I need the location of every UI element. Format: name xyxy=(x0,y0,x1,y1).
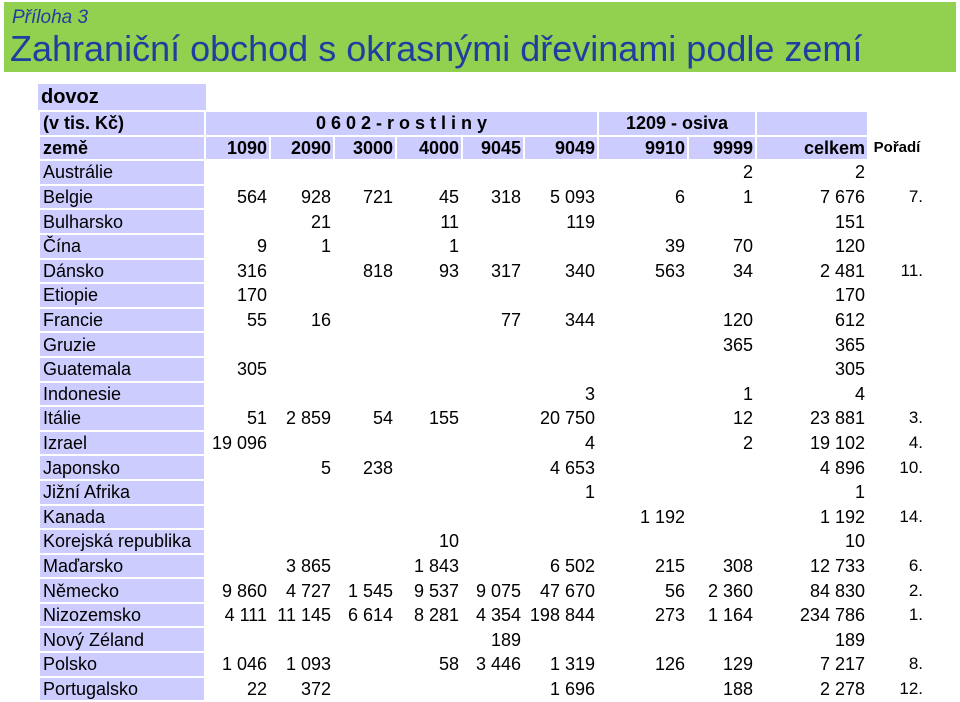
table-row xyxy=(40,383,925,406)
value-cell: 2 xyxy=(689,161,755,184)
value-cell xyxy=(335,506,395,529)
value-cell xyxy=(335,383,395,406)
value-cell xyxy=(463,432,523,455)
country-name: Nizozemsko xyxy=(40,604,204,627)
total-cell: 84 830 xyxy=(757,579,867,602)
total-cell: 12 733 xyxy=(757,555,867,578)
rank-cell xyxy=(869,530,925,553)
value-cell xyxy=(689,210,755,233)
value-cell: 12 xyxy=(689,407,755,430)
value-cell: 372 xyxy=(271,678,333,701)
section-label: dovoz xyxy=(38,84,206,110)
total-cell: 4 xyxy=(757,383,867,406)
value-cell: 215 xyxy=(599,555,687,578)
value-cell: 6 614 xyxy=(335,604,395,627)
value-cell xyxy=(271,284,333,307)
value-cell xyxy=(689,456,755,479)
value-cell xyxy=(463,555,523,578)
value-cell: 1 xyxy=(397,235,461,258)
value-cell xyxy=(335,235,395,258)
value-cell xyxy=(599,432,687,455)
value-cell: 155 xyxy=(397,407,461,430)
value-cell: 308 xyxy=(689,555,755,578)
value-cell: 51 xyxy=(206,407,269,430)
total-cell: 1 192 xyxy=(757,506,867,529)
value-cell: 928 xyxy=(271,186,333,209)
value-cell xyxy=(599,678,687,701)
value-cell xyxy=(397,358,461,381)
value-cell: 1 545 xyxy=(335,579,395,602)
total-cell: 1 xyxy=(757,481,867,504)
rank-cell: 11. xyxy=(869,260,925,283)
value-cell: 5 093 xyxy=(525,186,597,209)
value-cell: 9 860 xyxy=(206,579,269,602)
table-row xyxy=(40,235,925,258)
value-cell: 129 xyxy=(689,653,755,676)
value-cell: 4 727 xyxy=(271,579,333,602)
value-cell: 54 xyxy=(335,407,395,430)
value-cell xyxy=(599,383,687,406)
value-cell xyxy=(271,432,333,455)
value-cell xyxy=(463,235,523,258)
value-cell: 47 670 xyxy=(525,579,597,602)
table-row xyxy=(40,530,925,553)
value-cell xyxy=(689,628,755,651)
value-cell xyxy=(689,481,755,504)
group-plants-label: 0 6 0 2 - r o s t l i n y xyxy=(206,112,597,135)
rank-cell xyxy=(869,333,925,356)
table-row xyxy=(40,284,925,307)
value-cell: 189 xyxy=(463,628,523,651)
country-name: Japonsko xyxy=(40,456,204,479)
value-cell: 5 xyxy=(271,456,333,479)
table-row xyxy=(40,358,925,381)
table-row xyxy=(40,481,925,504)
value-cell xyxy=(271,358,333,381)
value-cell xyxy=(335,210,395,233)
table-row xyxy=(40,678,925,701)
value-cell xyxy=(335,530,395,553)
value-cell xyxy=(463,333,523,356)
rank-cell: 4. xyxy=(869,432,925,455)
value-cell: 6 xyxy=(599,186,687,209)
value-cell xyxy=(463,481,523,504)
value-cell xyxy=(463,358,523,381)
total-cell: 2 xyxy=(757,161,867,184)
total-cell: 4 896 xyxy=(757,456,867,479)
rank-cell xyxy=(869,235,925,258)
value-cell: 9 537 xyxy=(397,579,461,602)
value-cell: 4 xyxy=(525,432,597,455)
value-cell: 344 xyxy=(525,309,597,332)
value-cell: 6 502 xyxy=(525,555,597,578)
value-cell xyxy=(599,284,687,307)
table-row xyxy=(40,506,925,529)
value-cell: 10 xyxy=(397,530,461,553)
value-cell xyxy=(335,653,395,676)
value-cell: 3 446 xyxy=(463,653,523,676)
total-cell: 2 481 xyxy=(757,260,867,283)
value-cell: 56 xyxy=(599,579,687,602)
value-cell: 318 xyxy=(463,186,523,209)
value-cell xyxy=(463,161,523,184)
total-cell: 170 xyxy=(757,284,867,307)
country-name: Německo xyxy=(40,579,204,602)
total-cell: 365 xyxy=(757,333,867,356)
country-name: Jižní Afrika xyxy=(40,481,204,504)
value-cell xyxy=(689,358,755,381)
value-cell xyxy=(271,260,333,283)
rank-cell: 8. xyxy=(869,653,925,676)
country-name: Izrael xyxy=(40,432,204,455)
total-header: celkem xyxy=(757,137,867,160)
total-cell: 23 881 xyxy=(757,407,867,430)
value-cell xyxy=(463,678,523,701)
value-cell: 77 xyxy=(463,309,523,332)
value-cell xyxy=(463,407,523,430)
value-cell: 120 xyxy=(689,309,755,332)
value-cell: 188 xyxy=(689,678,755,701)
table-row xyxy=(40,628,925,651)
total-cell: 120 xyxy=(757,235,867,258)
value-cell: 170 xyxy=(206,284,269,307)
value-cell xyxy=(206,456,269,479)
value-cell xyxy=(206,210,269,233)
value-cell xyxy=(463,210,523,233)
table-row xyxy=(40,333,925,356)
value-cell: 3 865 xyxy=(271,555,333,578)
value-cell: 19 096 xyxy=(206,432,269,455)
rank-cell: 7. xyxy=(869,186,925,209)
value-cell xyxy=(271,481,333,504)
value-cell: 2 859 xyxy=(271,407,333,430)
table-row xyxy=(40,555,925,578)
country-name: Portugalsko xyxy=(40,678,204,701)
table-row xyxy=(40,432,925,455)
rank-cell xyxy=(869,628,925,651)
country-name: Francie xyxy=(40,309,204,332)
code-header-9999: 9999 xyxy=(689,137,755,160)
rank-cell xyxy=(869,284,925,307)
value-cell xyxy=(599,530,687,553)
rank-cell: 10. xyxy=(869,456,925,479)
country-name: Etiopie xyxy=(40,284,204,307)
value-cell: 11 xyxy=(397,210,461,233)
country-name: Korejská republika xyxy=(40,530,204,553)
value-cell xyxy=(397,481,461,504)
value-cell xyxy=(335,358,395,381)
value-cell: 119 xyxy=(525,210,597,233)
value-cell: 1 046 xyxy=(206,653,269,676)
value-cell: 16 xyxy=(271,309,333,332)
rank-cell xyxy=(869,309,925,332)
rank-cell: 12. xyxy=(869,678,925,701)
value-cell xyxy=(271,161,333,184)
table-row xyxy=(40,210,925,233)
value-cell: 4 354 xyxy=(463,604,523,627)
value-cell xyxy=(525,358,597,381)
value-cell xyxy=(335,284,395,307)
value-cell xyxy=(463,506,523,529)
code-header-9910: 9910 xyxy=(599,137,687,160)
value-cell xyxy=(206,383,269,406)
country-header: země xyxy=(40,137,204,160)
value-cell: 45 xyxy=(397,186,461,209)
country-name: Maďarsko xyxy=(40,555,204,578)
value-cell xyxy=(271,333,333,356)
total-cell: 151 xyxy=(757,210,867,233)
country-name: Indonesie xyxy=(40,383,204,406)
value-cell xyxy=(599,309,687,332)
value-cell: 238 xyxy=(335,456,395,479)
country-name: Gruzie xyxy=(40,333,204,356)
header-row-codes xyxy=(40,137,925,160)
value-cell xyxy=(335,333,395,356)
value-cell xyxy=(463,383,523,406)
country-name: Guatemala xyxy=(40,358,204,381)
value-cell xyxy=(206,530,269,553)
rank-cell xyxy=(869,481,925,504)
value-cell xyxy=(271,628,333,651)
page-title: Zahraniční obchod s okrasnými dřevinami podle zemí xyxy=(10,28,863,69)
value-cell xyxy=(525,333,597,356)
value-cell: 4 653 xyxy=(525,456,597,479)
rank-cell xyxy=(869,210,925,233)
value-cell: 4 111 xyxy=(206,604,269,627)
value-cell xyxy=(525,235,597,258)
value-cell: 563 xyxy=(599,260,687,283)
rank-cell: 3. xyxy=(869,407,925,430)
value-cell: 93 xyxy=(397,260,461,283)
table-row xyxy=(40,186,925,209)
value-cell: 317 xyxy=(463,260,523,283)
total-cell: 7 217 xyxy=(757,653,867,676)
value-cell: 22 xyxy=(206,678,269,701)
value-cell: 1 xyxy=(271,235,333,258)
table-row xyxy=(40,407,925,430)
value-cell xyxy=(206,555,269,578)
value-cell xyxy=(599,628,687,651)
value-cell xyxy=(335,678,395,701)
table-row xyxy=(40,604,925,627)
total-cell: 2 278 xyxy=(757,678,867,701)
value-cell xyxy=(525,284,597,307)
value-cell: 8 281 xyxy=(397,604,461,627)
header-blank xyxy=(869,112,925,135)
value-cell xyxy=(206,333,269,356)
value-cell: 273 xyxy=(599,604,687,627)
rank-cell xyxy=(869,161,925,184)
table-row xyxy=(40,161,925,184)
value-cell xyxy=(397,628,461,651)
value-cell: 1 192 xyxy=(599,506,687,529)
value-cell xyxy=(397,284,461,307)
value-cell: 1 xyxy=(689,383,755,406)
code-header-4000: 4000 xyxy=(397,137,461,160)
total-cell: 19 102 xyxy=(757,432,867,455)
value-cell xyxy=(525,628,597,651)
value-cell: 39 xyxy=(599,235,687,258)
value-cell: 1 xyxy=(525,481,597,504)
value-cell xyxy=(463,530,523,553)
value-cell: 316 xyxy=(206,260,269,283)
value-cell: 3 xyxy=(525,383,597,406)
header-blank xyxy=(757,112,867,135)
table-row xyxy=(40,456,925,479)
table-row xyxy=(40,653,925,676)
value-cell: 2 360 xyxy=(689,579,755,602)
value-cell xyxy=(463,284,523,307)
total-cell: 305 xyxy=(757,358,867,381)
value-cell xyxy=(397,456,461,479)
value-cell xyxy=(271,383,333,406)
value-cell xyxy=(525,161,597,184)
country-name: Itálie xyxy=(40,407,204,430)
value-cell: 305 xyxy=(206,358,269,381)
code-header-2090: 2090 xyxy=(271,137,333,160)
value-cell xyxy=(599,481,687,504)
value-cell: 55 xyxy=(206,309,269,332)
rank-header: Pořadí xyxy=(869,137,925,160)
value-cell: 1 164 xyxy=(689,604,755,627)
total-cell: 612 xyxy=(757,309,867,332)
value-cell xyxy=(335,555,395,578)
value-cell xyxy=(689,506,755,529)
total-cell: 7 676 xyxy=(757,186,867,209)
country-name: Čína xyxy=(40,235,204,258)
table-row xyxy=(40,579,925,602)
value-cell xyxy=(599,333,687,356)
title-banner xyxy=(4,2,956,72)
table-row xyxy=(40,260,925,283)
total-cell: 10 xyxy=(757,530,867,553)
value-cell xyxy=(599,161,687,184)
value-cell: 198 844 xyxy=(525,604,597,627)
value-cell: 21 xyxy=(271,210,333,233)
rank-cell xyxy=(869,358,925,381)
value-cell xyxy=(335,309,395,332)
value-cell: 58 xyxy=(397,653,461,676)
code-header-3000: 3000 xyxy=(335,137,395,160)
group-seeds-label: 1209 - osiva xyxy=(599,112,755,135)
country-name: Bulharsko xyxy=(40,210,204,233)
value-cell: 2 xyxy=(689,432,755,455)
country-name: Austrálie xyxy=(40,161,204,184)
total-cell: 189 xyxy=(757,628,867,651)
rank-cell: 1. xyxy=(869,604,925,627)
value-cell: 1 319 xyxy=(525,653,597,676)
country-name: Nový Zéland xyxy=(40,628,204,651)
value-cell xyxy=(525,530,597,553)
country-name: Polsko xyxy=(40,653,204,676)
value-cell xyxy=(397,161,461,184)
rank-cell xyxy=(869,383,925,406)
total-cell: 234 786 xyxy=(757,604,867,627)
country-name: Kanada xyxy=(40,506,204,529)
code-header-9049: 9049 xyxy=(525,137,597,160)
value-cell xyxy=(335,432,395,455)
value-cell xyxy=(397,678,461,701)
table-row xyxy=(40,309,925,332)
value-cell xyxy=(689,284,755,307)
value-cell xyxy=(271,530,333,553)
code-header-1090: 1090 xyxy=(206,137,269,160)
value-cell: 365 xyxy=(689,333,755,356)
value-cell: 564 xyxy=(206,186,269,209)
value-cell xyxy=(599,407,687,430)
value-cell xyxy=(206,628,269,651)
value-cell: 20 750 xyxy=(525,407,597,430)
value-cell xyxy=(206,481,269,504)
value-cell: 9 075 xyxy=(463,579,523,602)
value-cell xyxy=(463,456,523,479)
country-name: Dánsko xyxy=(40,260,204,283)
value-cell: 721 xyxy=(335,186,395,209)
value-cell xyxy=(335,481,395,504)
rank-cell: 14. xyxy=(869,506,925,529)
country-name: Belgie xyxy=(40,186,204,209)
value-cell: 1 843 xyxy=(397,555,461,578)
value-cell xyxy=(206,506,269,529)
value-cell xyxy=(689,530,755,553)
rank-cell: 6. xyxy=(869,555,925,578)
value-cell xyxy=(206,161,269,184)
value-cell xyxy=(335,161,395,184)
value-cell: 34 xyxy=(689,260,755,283)
value-cell xyxy=(397,506,461,529)
value-cell: 1 093 xyxy=(271,653,333,676)
value-cell: 11 145 xyxy=(271,604,333,627)
value-cell: 70 xyxy=(689,235,755,258)
value-cell: 126 xyxy=(599,653,687,676)
unit-label: (v tis. Kč) xyxy=(40,112,204,135)
rank-cell: 2. xyxy=(869,579,925,602)
value-cell xyxy=(335,628,395,651)
value-cell: 340 xyxy=(525,260,597,283)
value-cell xyxy=(397,333,461,356)
value-cell xyxy=(599,358,687,381)
value-cell: 1 xyxy=(689,186,755,209)
value-cell xyxy=(271,506,333,529)
code-header-9045: 9045 xyxy=(463,137,523,160)
value-cell xyxy=(599,210,687,233)
value-cell: 818 xyxy=(335,260,395,283)
value-cell xyxy=(599,456,687,479)
value-cell xyxy=(397,432,461,455)
trade-table xyxy=(38,110,927,702)
value-cell xyxy=(397,383,461,406)
value-cell: 9 xyxy=(206,235,269,258)
header-row-groups xyxy=(40,112,925,135)
appendix-label: Příloha 3 xyxy=(12,7,89,28)
value-cell: 1 696 xyxy=(525,678,597,701)
value-cell xyxy=(525,506,597,529)
value-cell xyxy=(397,309,461,332)
